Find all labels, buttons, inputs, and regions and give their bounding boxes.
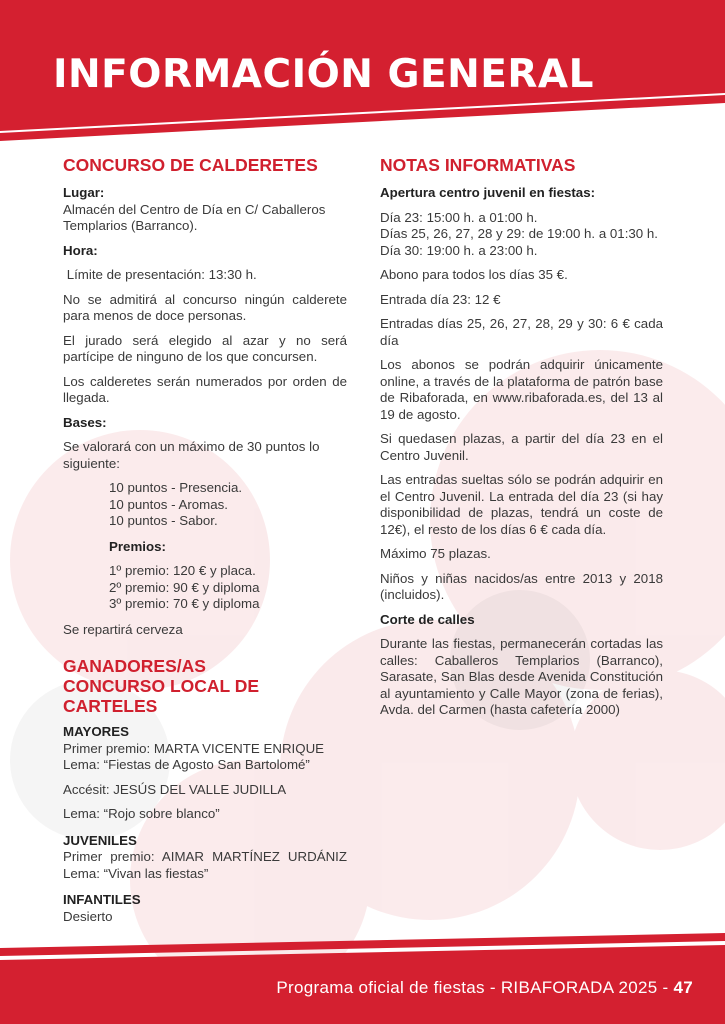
- infantiles-text: Desierto: [63, 908, 113, 924]
- footer-text: [276, 978, 693, 998]
- ganadores-heading-line1: GANADORES/AS: [63, 656, 206, 676]
- cerveza-text: Se repartirá cerveza: [63, 621, 183, 637]
- hora-text: Límite de presentación: 13:30 h.: [63, 267, 257, 282]
- mayores-lema: Lema: “Fiestas de Agosto San Bartolomé”: [63, 757, 310, 772]
- list-item: 10 puntos - Sabor.: [109, 513, 218, 528]
- mayores-block: [63, 741, 347, 774]
- mayores-label: MAYORES: [63, 724, 130, 739]
- list-item: Día 30: 19:00 h. a 23:00 h.: [380, 242, 538, 258]
- page-number: 47: [673, 978, 693, 997]
- list-item: 2º premio: 90 € y diploma: [109, 579, 260, 595]
- sueltas-text: Las entradas sueltas sólo se podrán adquirir en el Centro Juvenil. La entrada del día 23 (si hay disponibilidad de plazas, tendrá un coste de 12€), el resto de los días 6 € cada día.: [380, 472, 663, 537]
- list-item: 1º premio: 120 € y placa.: [109, 563, 256, 578]
- footer-label: Programa oficial de fiestas - RIBAFORADA 2025 -: [276, 978, 674, 997]
- list-item: Día 23: 15:00 h. a 01:00 h.: [380, 209, 538, 225]
- hora-label: Hora:: [63, 242, 98, 258]
- abono-text: Abono para todos los días 35 €.: [380, 267, 568, 282]
- calderetes-p3: Los calderetes serán numerados por orden de llegada.: [63, 373, 347, 405]
- abonos-online-text: Los abonos se podrán adquirir únicamente online, a través de la plataforma de patrón base de Ribaforada, en www.ribaforada.es, del 13 al 19 de agosto.: [380, 357, 663, 422]
- puntos-list: [63, 480, 347, 530]
- lugar-label: Lugar:: [63, 185, 105, 200]
- ganadores-heading-line2: CONCURSO LOCAL DE CARTELES: [63, 676, 260, 716]
- entradas-text: Entradas días 25, 26, 27, 28, 29 y 30: 6 € cada día: [380, 316, 663, 348]
- list-item: 10 puntos - Presencia.: [109, 480, 243, 495]
- calderetes-p2: El jurado será elegido al azar y no será partícipe de ninguno de los que concursen.: [63, 332, 347, 364]
- accesit-text: Accésit: JESÚS DEL VALLE JUDILLA: [63, 781, 287, 797]
- section-heading-ganadores: [63, 656, 347, 716]
- infantiles-label: INFANTILES: [63, 892, 141, 907]
- horarios-list: [380, 210, 663, 260]
- bases-label: Bases:: [63, 414, 107, 430]
- mayores-premio: Primer premio: MARTA VICENTE ENRIQUE: [63, 740, 325, 756]
- page-title: INFORMACIÓN GENERAL: [53, 52, 594, 97]
- apertura-label: Apertura centro juvenil en fiestas:: [380, 185, 596, 200]
- premios-block: [63, 539, 347, 613]
- list-item: 3º premio: 70 € y diploma: [109, 596, 260, 611]
- plazas-text: Si quedasen plazas, a partir del día 23 en el Centro Juvenil.: [380, 431, 663, 463]
- right-column: [380, 155, 663, 727]
- juveniles-text: Primer premio: AIMAR MARTÍNEZ URDÁNIZ Lema: “Vivan las fiestas”: [63, 849, 347, 881]
- bases-text: Se valorará con un máximo de 30 puntos lo siguiente:: [63, 439, 320, 471]
- accesit-lema: Lema: “Rojo sobre blanco”: [63, 806, 220, 821]
- lugar-text: Almacén del Centro de Día en C/ Caballeros Templarios (Barranco).: [63, 201, 326, 233]
- section-heading-notas: NOTAS INFORMATIVAS: [380, 155, 576, 175]
- section-heading-calderetes: CONCURSO DE CALDERETES: [63, 155, 318, 175]
- calderetes-p1: No se admitirá al concurso ningún calderete para menos de doce personas.: [63, 291, 347, 323]
- corte-label: Corte de calles: [380, 611, 475, 627]
- maximo-text: Máximo 75 plazas.: [380, 546, 491, 561]
- nacidos-text: Niños y niñas nacidos/as entre 2013 y 2018 (incluidos).: [380, 570, 663, 602]
- corte-text: Durante las fiestas, permanecerán cortadas las calles: Caballeros Templarios (Barranco), Sarasate, San Blas desde Avenida Constitución al ayuntamiento y Calle Mayor (zona de ferias), Avda. del Carmen (hasta cafetería 2000): [380, 636, 663, 717]
- entrada23-text: Entrada día 23: 12 €: [380, 291, 501, 307]
- juveniles-label: JUVENILES: [63, 832, 137, 848]
- list-item: Días 25, 26, 27, 28 y 29: de 19:00 h. a 01:30 h.: [380, 226, 658, 241]
- premios-label: Premios:: [109, 538, 166, 554]
- footer-band: [0, 920, 725, 1024]
- left-column: [63, 155, 347, 933]
- list-item: 10 puntos - Aromas.: [109, 496, 228, 512]
